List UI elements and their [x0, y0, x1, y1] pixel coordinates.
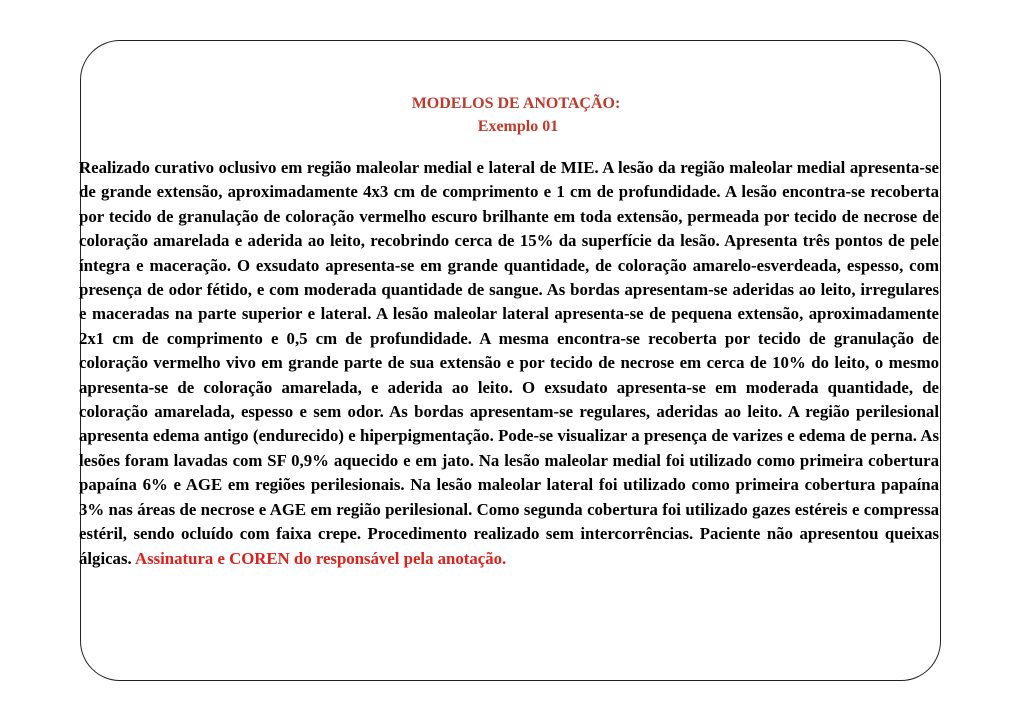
annotation-text: Realizado curativo oclusivo em região maleolar medial e lateral de MIE. A lesão da região maleolar medial apresenta-se de grande extensão, aproximadamente 4x3 cm de comprimento e 1 cm de profundidade. A lesão encontra-se recoberta por tecido de granulação de coloração vermelho escuro brilhante em toda extensão, permeada por tecido de necrose de coloração amarelada e aderida ao leito, recobrindo cerca de 15% da superfície da lesão. Apresenta três pontos de pele íntegra e maceração. O exsudato apresenta-se em grande quantidade, de coloração amarelo-esverdeada, espesso, com presença de odor fétido, e com moderada quantidade de sangue. As bordas apresentam-se aderidas ao leito, irregulares e maceradas na parte superior e lateral. A lesão maleolar lateral apresenta-se de pequena extensão, aproximadamente 2x1 cm de comprimento e 0,5 cm de profundidade. A mesma encontra-se recoberta por tecido de granulação de coloração vermelho vivo em grande parte de sua extensão e por tecido de necrose em cerca de 10% do leito, o mesmo apresenta-se de coloração amarelada, e aderida ao leito. O exsudato apresenta-se em moderada quantidade, de coloração amarelada, espesso e sem odor. As bordas apresentam-se regulares, aderidas ao leito. A região perilesional apresenta edema antigo (endurecido) e hiperpigmentação. Pode-se visualizar a presença de varizes e edema de perna. As lesões foram lavadas com SF 0,9% aquecido e em jato. Na lesão maleolar medial foi utilizado como primeira cobertura papaína 6% e AGE em regiões perilesionais. Na lesão maleolar lateral foi utilizado como primeira cobertura papaína 3% nas áreas de necrose e AGE em região perilesional. Como segunda cobertura foi utilizado gazes estéreis e compressa estéril, sendo ocluído com faixa crepe. Procedimento realizado sem intercorrências. Paciente não apresentou queixas álgicas.: [79, 158, 939, 568]
annotation-body: [79, 156, 939, 571]
example-subtitle: Exemplo 01: [477, 118, 559, 135]
signature-note: Assinatura e COREN do responsável pela anotação.: [134, 548, 507, 568]
page-title: MODELOS DE ANOTAÇÃO:: [411, 95, 621, 112]
